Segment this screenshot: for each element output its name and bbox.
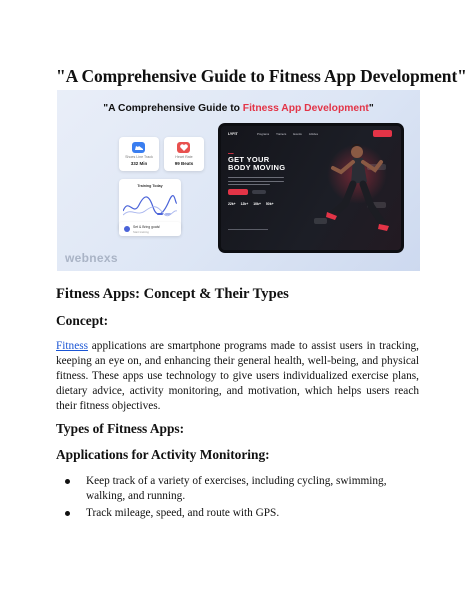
tablet-nav-item: Articles [308, 132, 319, 136]
tablet-nav-item: Programs [257, 132, 270, 136]
bullet-icon [65, 479, 70, 484]
tablet-nav-button [373, 130, 392, 137]
chart-card-title: Training Today [137, 184, 163, 188]
concept-paragraph [56, 339, 419, 414]
stat-card-heart [164, 137, 204, 171]
shoe-icon [132, 142, 145, 153]
tablet-cta-button [228, 189, 248, 195]
tablet-secondary-button [252, 190, 266, 194]
banner-title [57, 103, 420, 114]
banner-title-prefix: "A Comprehensive Guide to [103, 103, 243, 114]
stat-card-shoes [119, 137, 159, 171]
tablet-tag-mark: ▬▬ [228, 151, 234, 155]
tablet-nav-item: Trainers [276, 132, 287, 136]
heart-icon [177, 142, 190, 153]
tablet-nav-item: Events [293, 132, 302, 136]
tablet-desc-line [228, 181, 284, 182]
runner-figure-graphic [323, 140, 393, 244]
goal-icon [124, 226, 130, 232]
section-heading: Fitness Apps: Concept & Their Types [56, 286, 289, 302]
activity-heading: Applications for Activity Monitoring: [56, 447, 270, 462]
bullet-icon [65, 511, 70, 516]
stat-label: Shoes Line Track [125, 155, 153, 159]
goal-subtitle: Start training [133, 230, 149, 234]
tablet-hero-text [228, 156, 285, 172]
brand-logo: webnexs [65, 251, 118, 265]
tablet-stat: 22k+ [228, 202, 236, 206]
list-item [56, 474, 426, 504]
list-item-text: Track mileage, speed, and route with GPS. [86, 507, 280, 519]
concept-heading: Concept: [56, 313, 109, 328]
tablet-stats [228, 202, 274, 206]
goal-card [119, 222, 181, 236]
wave-chart-graphic [123, 193, 177, 219]
tablet-footer-line [228, 229, 268, 230]
activity-bullet-list [56, 474, 426, 523]
banner-title-highlight: Fitness App Development [242, 103, 369, 114]
hero-line-2: BODY MOVING [228, 163, 286, 173]
stat-value: 99 Beats [174, 161, 194, 166]
stat-label: Heart Rate [175, 155, 193, 159]
list-item [56, 506, 426, 521]
goal-title: Set & Bring goals! [133, 225, 161, 229]
types-heading: Types of Fitness Apps: [56, 421, 185, 436]
tablet-stat: 12k+ [240, 202, 249, 206]
list-item-text: Keep track of a variety of exercises, including cycling, swimming, walking, and running. [86, 475, 387, 502]
tablet-stat: 10k+ [253, 202, 261, 206]
tablet-nav [257, 132, 318, 136]
tablet-stat: 50k+ [265, 202, 274, 206]
document-title: "A Comprehensive Guide to Fitness App Development" [56, 66, 467, 86]
banner-image [57, 90, 420, 271]
stat-value: 332 Min [130, 161, 148, 166]
hero-line-1: GET YOUR [228, 155, 270, 164]
concept-text: applications are smartphone programs made to assist users in tracking, keeping an eye on, and enhancing their general health, well-being, and physical fitness. These apps use technology to give users individualized exercise plans, dietary advice, activity monitoring, and motivation, which helps users reach their fitness objectives. [56, 340, 419, 412]
tablet-logo: LYFIT [228, 132, 238, 136]
fitness-link[interactable]: Fitness [56, 340, 89, 352]
banner-title-suffix: " [368, 103, 374, 114]
tablet-mockup [218, 123, 404, 253]
